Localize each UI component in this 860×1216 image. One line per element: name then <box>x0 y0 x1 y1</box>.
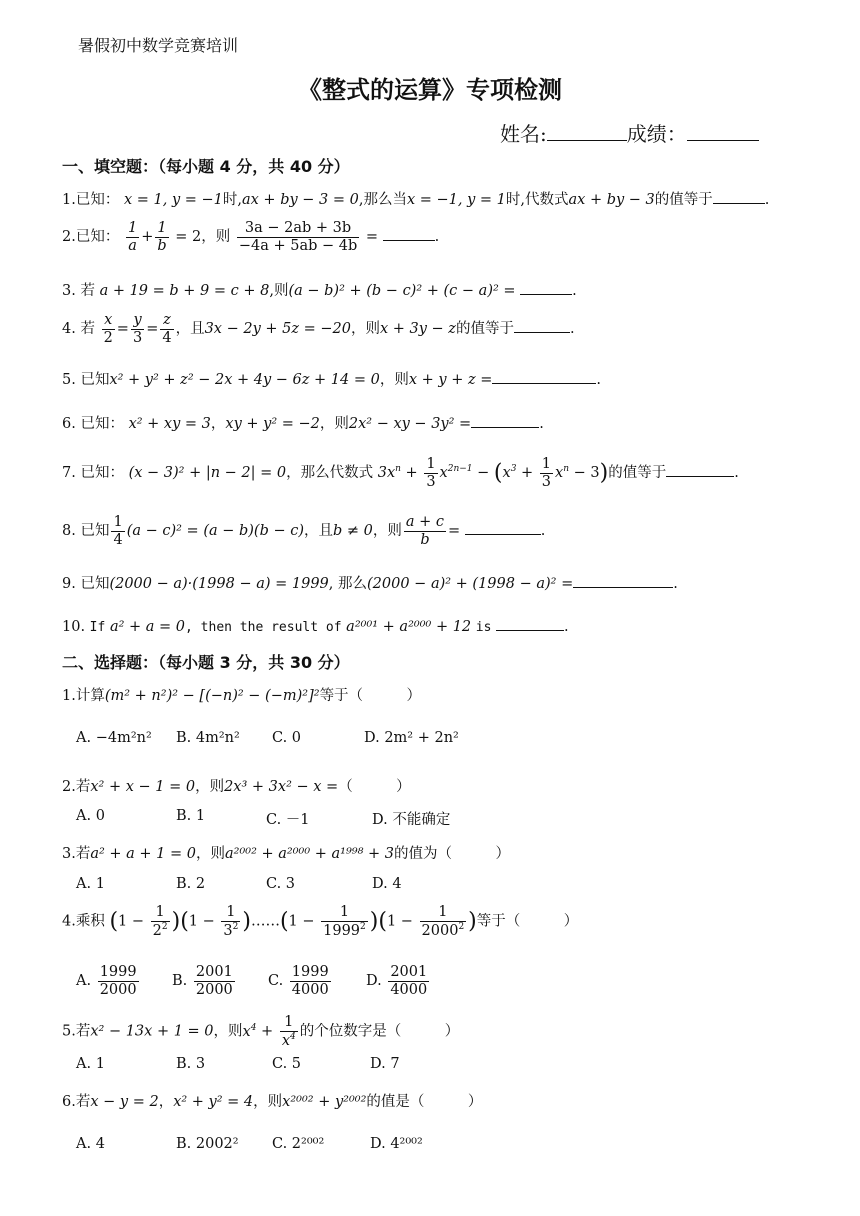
choice-question-4: 4.乘积 (1 − $\frac{1}{2^2}$ )(1 − $\frac{1}{3^2}$ )……(1 − $\frac{1}{1999^2}$ )(1 − $\frac{1}{2000^2}$ )等于（ ） <box>62 904 579 939</box>
math-expr: x − y = 2 <box>90 1094 159 1110</box>
q-text: 的值等于 <box>455 321 514 338</box>
q-text: ，则 <box>195 779 225 795</box>
choice-option[interactable]: A. 0 <box>76 808 105 824</box>
math-expr: (x − 3)² + |n − 2| = 0 <box>128 465 287 482</box>
choice-question-3 <box>62 842 510 863</box>
math-expr: a² + a + 1 = 0 <box>90 846 196 862</box>
fill-question-4: 4. 若 $\frac{x}{2}$ = $\frac{y}{3}$ = $\frac{z}{4}$ ，且3x − 2y + 5z = −20，则x + 3y − z的值等于 . <box>62 312 575 346</box>
name-blank[interactable] <box>547 122 627 141</box>
fraction: $\frac{1}{2^2}$ <box>152 904 168 939</box>
math-expr: (m² + n²)² − [(−n)² − (−m)²]² <box>104 688 320 704</box>
math-expr: ax + by − 3 <box>568 192 655 208</box>
answer-blank[interactable] <box>496 618 564 631</box>
choice-option[interactable] <box>366 964 431 998</box>
math-expr: ax + by − 3 = 0 <box>242 192 359 208</box>
math-expr: 2x³ + 3x² − x = <box>224 779 339 795</box>
fraction-denominator: 2000 <box>99 981 137 998</box>
math-expr: 2x² − xy − 3y² = <box>348 416 472 432</box>
q-text: 时, <box>222 192 242 208</box>
fraction <box>194 964 235 998</box>
math-expr: x²⁰⁰² + y²⁰⁰² <box>282 1094 367 1110</box>
q-text: ，则 <box>196 846 225 862</box>
q-text: = 2，则 <box>175 229 231 246</box>
q-text: , 那么 <box>328 576 368 592</box>
answer-blank[interactable] <box>520 282 572 295</box>
q-prefix: 9. 已知 <box>62 576 110 592</box>
choice-option[interactable]: C. 0 <box>272 730 302 746</box>
q-prefix: 6. 已知： <box>62 416 124 432</box>
choice-option[interactable]: D. 不能确定 <box>372 812 451 828</box>
q-prefix: 8. 已知 <box>62 523 110 540</box>
fraction: $\frac{a + c}{b}$ <box>405 514 445 548</box>
choice-option[interactable]: A. 1 <box>76 876 105 892</box>
answer-blank[interactable] <box>713 191 765 204</box>
choice-question-2 <box>62 775 411 796</box>
math-expr: x² + y² = 4 <box>173 1094 254 1110</box>
choice-option[interactable]: D. 4²⁰⁰² <box>370 1136 423 1152</box>
fraction-numerator: 1999 <box>291 964 329 980</box>
choice-option[interactable] <box>76 964 141 998</box>
q-prefix: 5.若 <box>62 1023 91 1040</box>
score-blank[interactable] <box>687 122 759 141</box>
q-prefix: 3.若 <box>62 846 91 862</box>
q-prefix: 7. 已知： <box>62 465 124 482</box>
math-expr: (a − b)² + (b − c)² + (c − a)² = <box>288 283 516 299</box>
fraction: $\frac{1}{1999^2}$ <box>323 904 366 939</box>
math-expr: x = −1, y = 1 <box>406 192 506 208</box>
fill-question-9: 9. 已知(2000 − a)·(1998 − a) = 1999, 那么(2000 − a)² + (1998 − a)² = . <box>62 576 678 592</box>
math-expr: a + 19 = b + 9 = c + 8 <box>99 283 270 299</box>
q-text: ， <box>210 416 226 432</box>
choice-option[interactable]: B. 2002² <box>176 1136 239 1152</box>
q-prefix: 4. 若 <box>62 321 95 338</box>
choice-option[interactable]: C. 2²⁰⁰² <box>272 1136 325 1152</box>
q-text: ，且 <box>175 321 205 338</box>
course-header: 暑假初中数学竞赛培训 <box>78 36 239 55</box>
option-letter: B. <box>172 973 188 990</box>
math-expr: a² + a = 0 <box>109 619 186 635</box>
fraction <box>98 964 139 998</box>
math-expr: x² + x − 1 = 0 <box>90 779 196 795</box>
q-text: 的值是（ ） <box>366 1094 483 1110</box>
choice-option[interactable]: D. 4 <box>372 876 402 892</box>
q-text: 等于（ ） <box>319 688 422 704</box>
fraction: $\frac{1}{x^4}$ <box>281 1014 296 1049</box>
q-prefix: 1.计算 <box>62 688 105 704</box>
math-expr: x + 3y − z <box>379 321 456 338</box>
q-text: ，则 <box>253 1094 283 1110</box>
q-text: 的值为（ ） <box>394 846 511 862</box>
q-prefix: 2.若 <box>62 779 91 795</box>
math-expr: x² + xy = 3 <box>128 416 211 432</box>
choice-option[interactable]: B. 3 <box>176 1056 206 1072</box>
q-text: ，那么代数式 <box>286 465 374 482</box>
q-prefix: 5. 已知 <box>62 372 110 388</box>
fill-question-2: 2.已知： $\frac{1}{a}$ + $\frac{1}{b}$ = 2，则 $\frac{3a - 2ab + 3b}{-4a + 5ab - 4b}$ = . <box>62 220 440 254</box>
q-text: ，则 <box>319 416 349 432</box>
math-expr: a²⁰⁰² + a²⁰⁰⁰ + a¹⁹⁹⁸ + 3 <box>225 846 395 862</box>
q-text: ，则 <box>213 1023 243 1040</box>
q-prefix: 4.乘积 <box>62 913 105 930</box>
q-text: ，则 <box>379 372 409 388</box>
q-text: 时,代数式 <box>505 192 569 208</box>
choice-option[interactable]: C. 3 <box>266 876 296 892</box>
choice-question-5: 5.若x² − 13x + 1 = 0，则$x^4$ + $\frac{1}{x^4}$ 的个位数字是（ ） <box>62 1014 460 1049</box>
fraction: $\frac{z}{4}$ <box>162 312 172 346</box>
fraction-numerator: 3a − 2ab + 3b <box>237 220 359 238</box>
q-text: ,那么当 <box>358 192 407 208</box>
answer-blank[interactable] <box>383 228 435 241</box>
name-score-row <box>500 118 759 147</box>
q-text: 的个位数字是（ ） <box>299 1023 460 1040</box>
fraction: $\frac{x}{2}$ <box>103 312 113 346</box>
fraction <box>388 964 429 998</box>
q-prefix: 2.已知： <box>62 229 120 246</box>
q-text: 的值等于 <box>654 192 713 208</box>
math-expr: x² − 13x + 1 = 0 <box>90 1023 214 1040</box>
q-text: If <box>89 620 106 635</box>
fraction-numerator: 1999 <box>99 964 137 980</box>
q-prefix: 10. <box>62 619 86 635</box>
q-text: ，且 <box>304 523 334 540</box>
choice-option[interactable]: B. 4m²n² <box>176 730 240 746</box>
choice-option[interactable]: D. 7 <box>370 1056 400 1072</box>
q-text: ,则 <box>269 283 289 299</box>
fraction-numerator: 2001 <box>195 964 233 980</box>
choice-question-6 <box>62 1090 482 1111</box>
q-prefix: 3. 若 <box>62 283 95 299</box>
fraction: $\frac{1}{3}$ <box>541 456 552 490</box>
fraction: $\frac{1}{3^2}$ <box>223 904 239 939</box>
choice-option[interactable]: A. 4 <box>76 1136 105 1152</box>
section1-heading: 一、填空题：（每小题 4 分，共 40 分） <box>62 157 350 176</box>
choice-option[interactable] <box>172 964 237 998</box>
choice-option[interactable]: B. 2 <box>176 876 206 892</box>
answer-blank[interactable] <box>666 464 734 477</box>
q-text: 的值等于 <box>608 465 667 482</box>
fraction: $\frac{1}{b}$ <box>157 220 167 254</box>
choice-option[interactable]: B. 1 <box>176 808 206 824</box>
fraction: $\frac{y}{3}$ <box>132 312 143 346</box>
answer-blank[interactable] <box>573 575 673 588</box>
math-expr: xy + y² = −2 <box>225 416 320 432</box>
q-text: 等于（ ） <box>476 913 579 930</box>
answer-blank[interactable] <box>465 522 541 535</box>
math-expr: (a − c)² = (a − b)(b − c) <box>126 523 305 540</box>
score-label: 成绩： <box>626 122 687 146</box>
fill-question-5: 5. 已知x² + y² + z² − 2x + 4y − 6z + 14 = 0，则x + y + z = . <box>62 372 601 388</box>
choice-question-1 <box>62 684 421 705</box>
q-text: ， <box>158 1094 174 1110</box>
page-title: 《整式的运算》专项检测 <box>298 76 562 104</box>
section2-heading: 二、选择题：（每小题 3 分，共 30 分） <box>62 653 350 672</box>
fraction-denominator: −4a + 5ab − 4b <box>238 237 358 254</box>
q-prefix: 6.若 <box>62 1094 91 1110</box>
q-text: , then the result of <box>185 620 342 635</box>
q-text: is <box>475 620 492 635</box>
fill-question-10: 10. If a² + a = 0, then the result of a²⁰⁰¹ + a²⁰⁰⁰ + 12 is . <box>62 619 569 635</box>
q-text: （ ） <box>338 779 411 795</box>
math-expr: a²⁰⁰¹ + a²⁰⁰⁰ + 12 <box>346 619 472 635</box>
math-expr: 3x − 2y + 5z = −20 <box>204 321 351 338</box>
choice-option[interactable]: C. 5 <box>272 1056 302 1072</box>
fill-question-3: 3. 若 a + 19 = b + 9 = c + 8,则(a − b)² + (b − c)² + (c − a)² = . <box>62 283 577 299</box>
option-letter: D. <box>366 973 382 990</box>
q-text: …… <box>250 913 280 930</box>
fraction <box>237 220 359 254</box>
fraction-denominator: 2000 <box>195 981 233 998</box>
choice-option[interactable]: A. 1 <box>76 1056 105 1072</box>
math-expr: x + y + z = <box>408 372 493 388</box>
q-text: ，则 <box>372 523 402 540</box>
choice-option[interactable]: A. −4m²n² <box>76 730 152 746</box>
answer-blank[interactable] <box>471 415 539 428</box>
math-expr: x² + y² + z² − 2x + 4y − 6z + 14 = 0 <box>109 372 380 388</box>
math-expr: b ≠ 0 <box>333 523 373 540</box>
math-expr: (2000 − a)² + (1998 − a)² = <box>367 576 574 592</box>
option-letter: C. <box>268 973 284 990</box>
choice-option[interactable]: D. 2m² + 2n² <box>364 730 459 746</box>
fraction: $\frac{1}{4}$ <box>113 514 123 548</box>
fraction <box>290 964 331 998</box>
fraction: $\frac{1}{2000^2}$ <box>421 904 465 939</box>
math-expr: (2000 − a)·(1998 − a) = 1999 <box>109 576 329 592</box>
name-label: 姓名: <box>500 122 547 146</box>
fraction-numerator: 2001 <box>390 964 428 980</box>
q-prefix: 1.已知： <box>62 192 120 208</box>
answer-blank[interactable] <box>514 320 570 333</box>
fraction-denominator: 4000 <box>291 981 329 998</box>
fraction: $\frac{1}{3}$ <box>426 456 436 490</box>
choice-option[interactable]: C. －1 <box>266 812 310 828</box>
fill-question-1: 1.已知： x = 1, y = −1时,ax + by − 3 = 0,那么当x = −1, y = 1时,代数式ax + by − 3的值等于 . <box>62 192 770 208</box>
fraction-denominator: 4000 <box>390 981 428 998</box>
option-letter: A. <box>76 973 92 990</box>
fill-question-8: 8. 已知 $\frac{1}{4}$ (a − c)² = (a − b)(b − c)，且b ≠ 0，则 $\frac{a + c}{b}$ = . <box>62 514 546 548</box>
fill-question-6: 6. 已知： x² + xy = 3，xy + y² = −2，则2x² − xy − 3y² = . <box>62 416 544 432</box>
fraction: $\frac{1}{a}$ <box>127 220 138 254</box>
math-expr: x = 1, y = −1 <box>123 192 223 208</box>
choice-option[interactable] <box>268 964 333 998</box>
fill-question-7: 7. 已知： (x − 3)² + |n − 2| = 0，那么代数式 $3x^n$ + $\frac{1}{3}$ $x^{2n-1} - (x^3$ + $\frac{1}{3}$ $x^n - 3$)的值等于 . <box>62 456 739 490</box>
q-text: ，则 <box>350 321 380 338</box>
answer-blank[interactable] <box>492 371 596 384</box>
